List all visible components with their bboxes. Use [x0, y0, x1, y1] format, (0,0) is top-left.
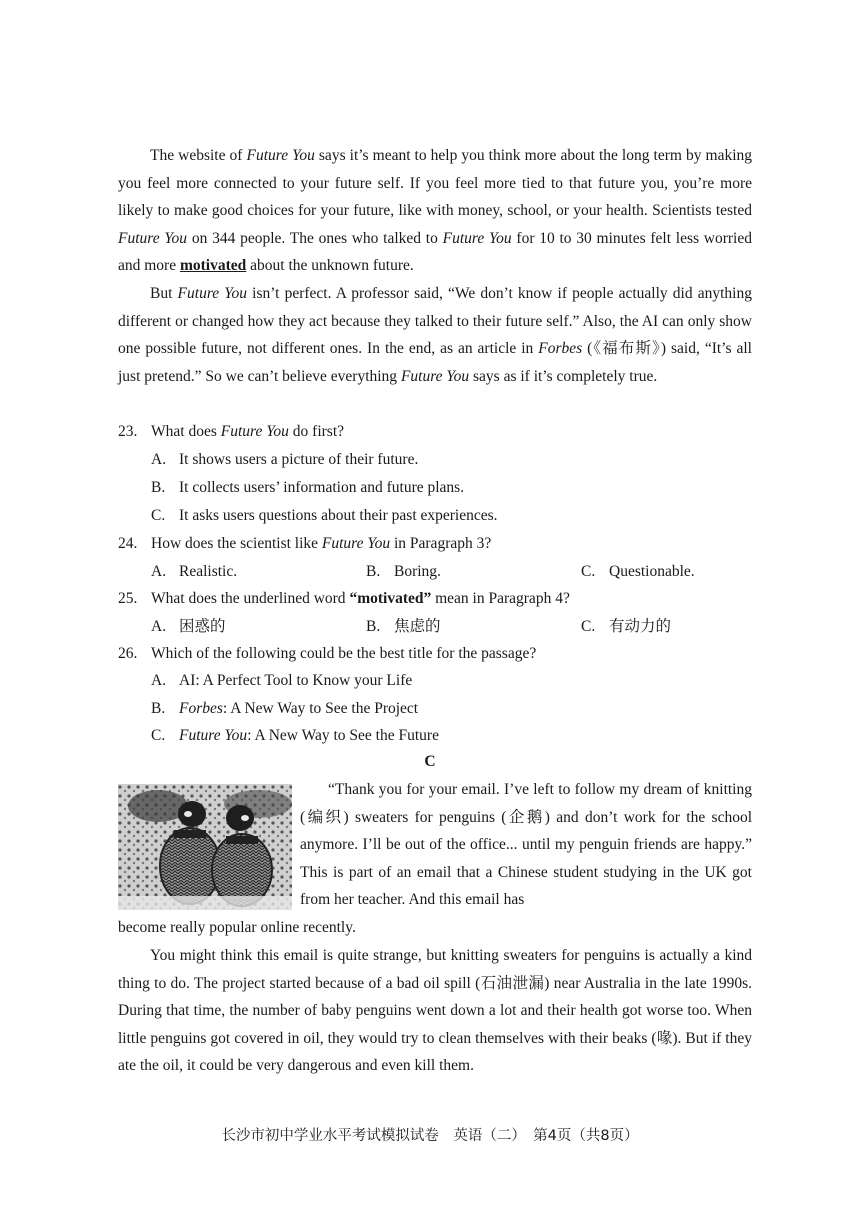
question-25	[118, 585, 752, 613]
q25-option-a: A. 困惑的	[151, 618, 226, 635]
question-number: 26.	[118, 645, 138, 662]
page-footer: 长沙市初中学业水平考试模拟试卷 英语（二） 第4页（共8页）	[221, 1128, 639, 1144]
q25-option-c: C. 有动力的	[581, 618, 672, 635]
q23-option-a: A. It shows users a picture of their future.	[151, 451, 419, 468]
question-23	[118, 418, 752, 446]
question-stem: How does the scientist like Future You in Paragraph 3?	[151, 535, 492, 552]
q26-option-a: A. AI: A Perfect Tool to Know your Life	[151, 672, 413, 689]
q25-option-b: B. 焦虑的	[366, 618, 441, 635]
q26-option-c: C. Future You: A New Way to See the Future	[151, 727, 439, 744]
q24-option-a: A. Realistic.	[151, 563, 238, 580]
passage-c-paragraph-2: You might think this email is quite strange, but knitting sweaters for penguins is actually a kind thing to do. The project started because of a bad oil spill (石油泄漏) near Australia in the late 1990s. During that time, the number of baby penguins went down a lot and their health got worse too. When little penguins got covered in oil, they would try to clean themselves with their beaks (喙). But if they ate the oil, it could be very dangerous and even kill them.	[118, 947, 752, 1074]
question-24	[118, 530, 752, 558]
question-stem: What does the underlined word “motivated” mean in Paragraph 4?	[151, 590, 570, 607]
q23-option-c: C. It asks users questions about their past experiences.	[151, 507, 498, 524]
q24-option-c: C. Questionable.	[581, 563, 695, 580]
question-number: 25.	[118, 590, 138, 607]
paragraph-3: The website of Future You says it’s meant to help you think more about the long term by making you feel more connected to your future self. If you feel more tied to that future you, you’re more likely to make good choices for your future, like with money, school, or your health. Scientists tested Future You on 344 people. The ones who talked to Future You for 10 to 30 minutes felt less worried and more motivated about the unknown future.	[118, 147, 753, 274]
q24-option-b: B. Boring.	[366, 563, 441, 580]
q23-option-b: B. It collects users’ information and future plans.	[151, 479, 465, 496]
section-heading: C	[424, 753, 436, 770]
question-number: 23.	[118, 423, 138, 440]
paragraph-4: But Future You isn’t perfect. A professor said, “We don’t know if people actually did anything different or changed how they act because they talked to their future self.” Also, the AI can only show one possible future, not different ones. In the end, as an article in Forbes (《福布斯》) said, “It’s all just pretend.” So we can’t believe everything Future You says as if it’s completely true.	[118, 285, 752, 385]
passage-c-paragraph-1-end: become really popular online recently.	[118, 919, 356, 936]
question-26	[118, 640, 752, 668]
q26-option-b: B. Forbes: A New Way to See the Project	[151, 700, 419, 717]
passage-c-paragraph-1: “Thank you for your email. I’ve left to follow my dream of knitting (编织) sweaters for penguins (企鹅) and don’t work for the school anymore. I’ll be out of the office... until my penguin friends are happy.” This is part of an email that a Chinese student studying in the UK got from her teacher. And this email has	[300, 781, 752, 909]
question-stem: What does Future You do first?	[151, 423, 345, 440]
penguins-in-sweaters-photo	[118, 784, 292, 910]
question-number: 24.	[118, 535, 138, 552]
question-stem: Which of the following could be the best title for the passage?	[151, 645, 537, 662]
